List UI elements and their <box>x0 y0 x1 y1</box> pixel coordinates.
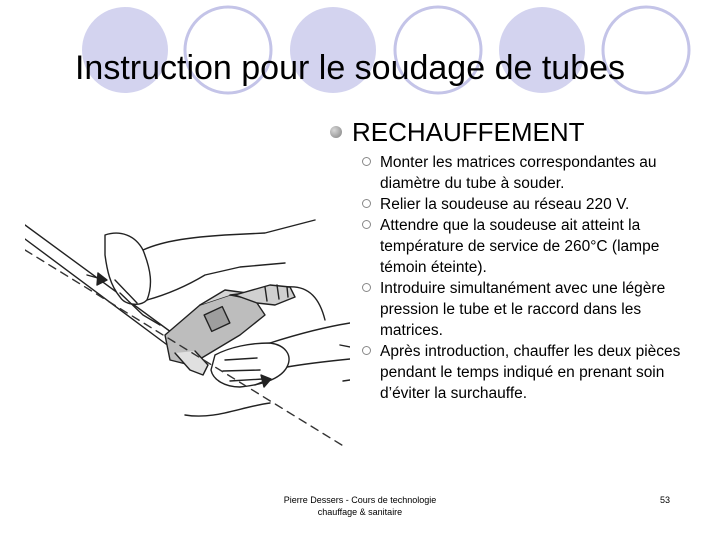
hollow-circle-bullet-icon <box>362 283 371 292</box>
list-item <box>362 194 697 215</box>
list-item <box>362 278 697 341</box>
step-text: Relier la soudeuse au réseau 220 V. <box>380 196 630 213</box>
hollow-circle-bullet-icon <box>362 157 371 166</box>
footer-author: Pierre Dessers - Cours de technologie <box>283 495 437 505</box>
hollow-circle-bullet-icon <box>362 199 371 208</box>
step-text: Après introduction, chauffer les deux pièces pendant le temps indiqué en prenant soin d’éviter la surchauffe. <box>380 343 681 402</box>
step-text: Monter les matrices correspondantes au diamètre du tube à souder. <box>380 154 657 192</box>
page-number: 53 <box>660 495 671 505</box>
step-text: Introduire simultanément avec une légère pression le tube et le raccord dans les matrices. <box>380 280 666 339</box>
list-item <box>362 341 697 404</box>
slide-title: Instruction pour le soudage de tubes <box>74 49 626 87</box>
hollow-circle-bullet-icon <box>362 220 371 229</box>
section-heading-text: RECHAUFFEMENT <box>352 117 585 147</box>
step-list <box>362 152 697 404</box>
welding-illustration <box>25 175 350 460</box>
list-item <box>362 152 697 194</box>
step-text: Attendre que la soudeuse ait atteint la température de service de 260°C (lampe témoin éteinte). <box>380 217 660 276</box>
filled-circle-bullet-icon <box>330 126 342 138</box>
hollow-circle-bullet-icon <box>362 346 371 355</box>
footer <box>255 494 465 518</box>
list-item <box>362 215 697 278</box>
footer-course: chauffage & sanitaire <box>317 507 403 517</box>
